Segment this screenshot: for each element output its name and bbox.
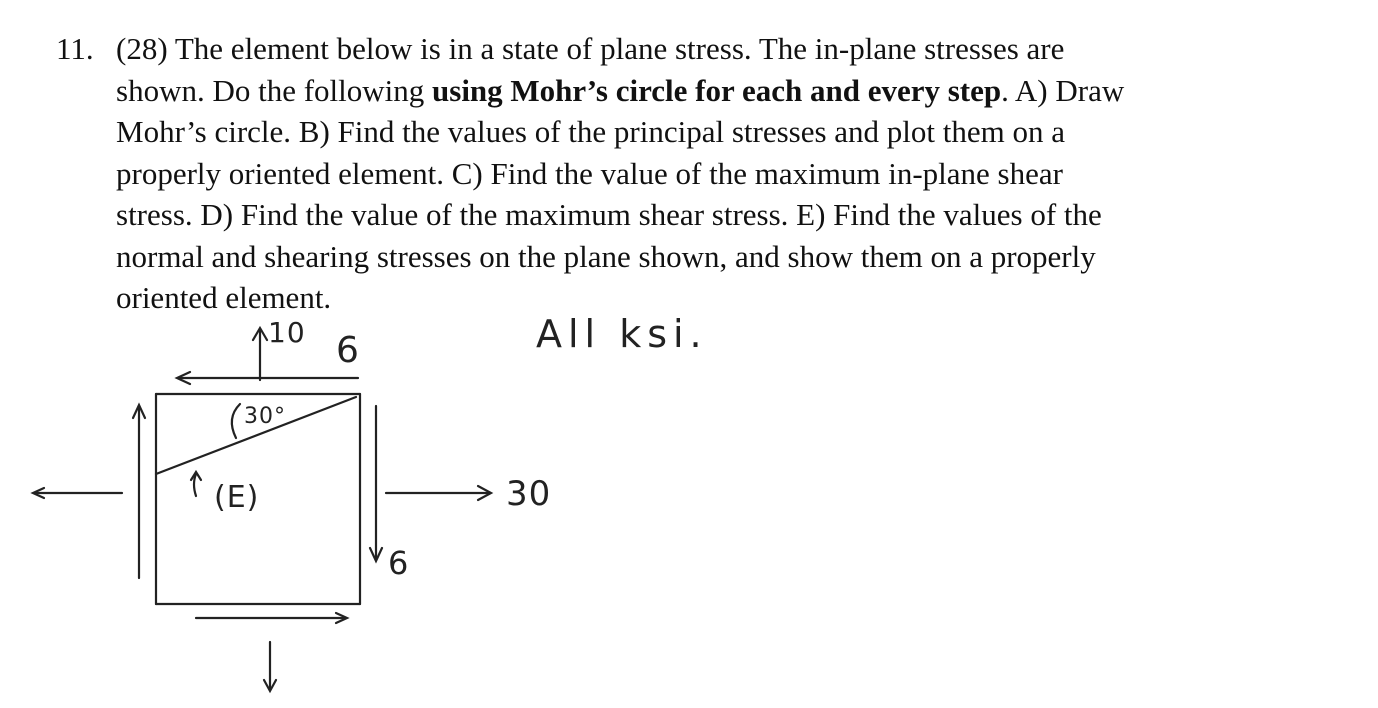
problem-number: 11. bbox=[56, 31, 94, 66]
line2-pre: shown. Do the following bbox=[116, 72, 433, 108]
problem-intro: The element below is in a state of plane stress. The in-plane stresses are bbox=[174, 31, 1065, 66]
angle-arc bbox=[232, 404, 240, 438]
emphasis-mohrs-circle: using Mohr’s circle for each and every step bbox=[432, 72, 1002, 108]
line2-post: . A) Draw bbox=[1001, 72, 1125, 108]
problem-points: (28) bbox=[116, 31, 168, 66]
plane-angle-label: 30° bbox=[244, 404, 286, 429]
right-normal-value: 30 bbox=[506, 474, 552, 514]
problem-line-6: normal and shearing stresses on the plane shown, and show them on a properly bbox=[116, 238, 1096, 274]
plane-e-label: (E) bbox=[214, 480, 260, 515]
problem-line-4: properly oriented element. C) Find the value of the maximum in-plane shear bbox=[116, 155, 1063, 191]
plane-pointer-arrow bbox=[194, 474, 196, 496]
problem-line-3: Mohr’s circle. B) Find the values of the principal stresses and plot them on a bbox=[116, 114, 1066, 149]
right-shear-value: 6 bbox=[388, 544, 410, 582]
top-normal-value: 10 bbox=[268, 316, 306, 349]
problem-line-5: stress. D) Find the value of the maximum shear stress. E) Find the values of the bbox=[116, 197, 1102, 232]
problem-line-7: oriented element. bbox=[116, 280, 332, 315]
units-note: All ksi. bbox=[536, 312, 708, 356]
top-shear-value: 6 bbox=[336, 330, 360, 371]
